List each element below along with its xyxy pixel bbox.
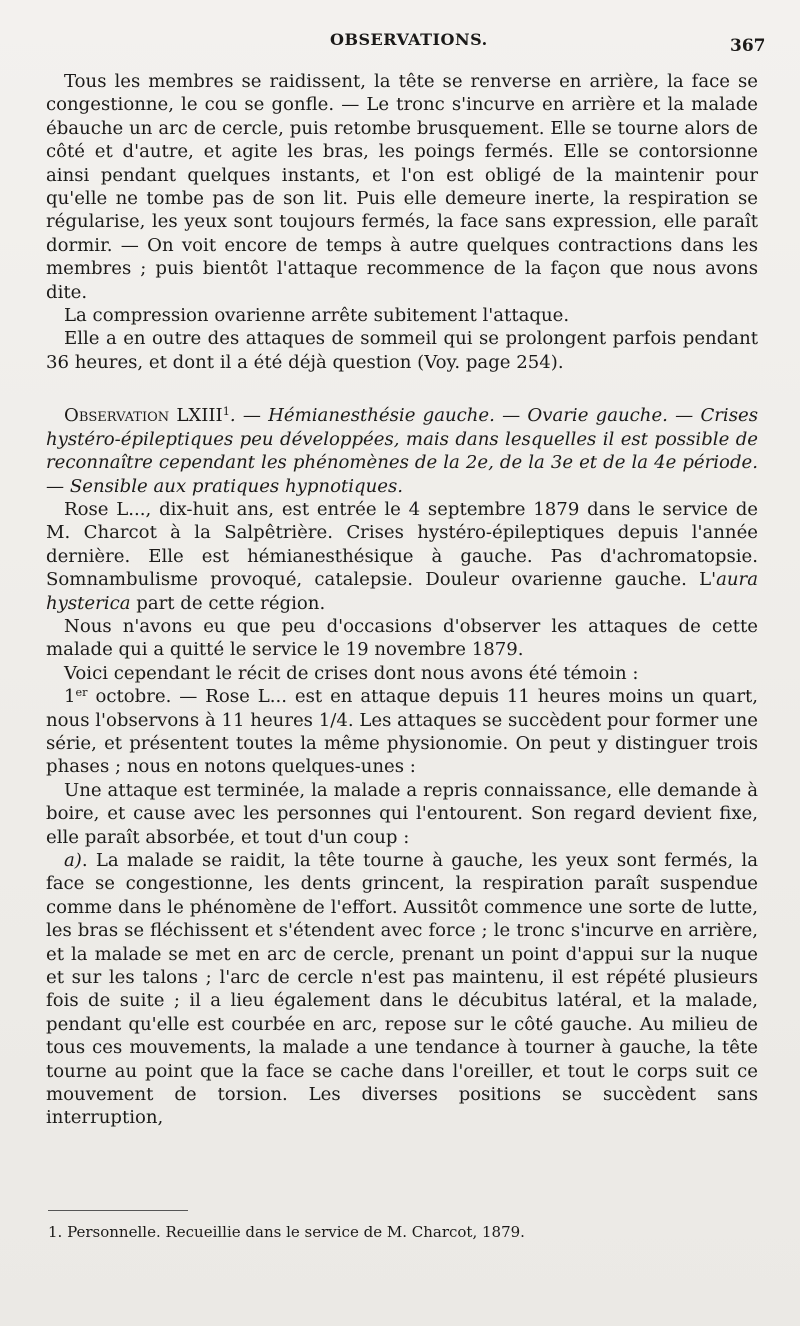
paragraph: La compression ovarienne arrête subitement l'attaque. xyxy=(64,305,570,327)
footnote-number: 1. xyxy=(48,1223,63,1241)
paragraph: Une attaque est terminée, la malade a repris connaissance, elle demande à boire, et cause avec les personnes qui l'entourent. Son regard devient fixe, elle paraît absorbée, et tout d'un coup : xyxy=(46,779,758,848)
page-header xyxy=(0,30,800,56)
paragraph xyxy=(46,849,758,1130)
observation-title: . — Hémianesthésie gauche. — Ovarie gauche. — Crises hystéro-épileptiques peu développées, mais dans lesquelles il est possible de reconnaître cependant les phénomènes de la 2e, de la 3e et de la 4e période. — Sensible aux pratiques hypnotiques. xyxy=(46,405,758,497)
paragraph: Elle a en outre des attaques de sommeil qui se prolongent parfois pendant 36 heures, et dont il a été déjà question (Voy. page 254). xyxy=(46,328,758,373)
footnote xyxy=(48,1222,748,1242)
paragraph-text: . La malade se raidit, la tête tourne à gauche, les yeux sont fermés, la face se congestionne, les dents grincent, la respiration paraît suspendue comme dans le phénomène de l'effort. Aussitôt commence une sorte de lutte, les bras se fléchissent et s'étendent avec force ; le tronc s'incurve en arrière, et la malade se met en arc de cercle, prenant un point d'appui sur la nuque et sur les talons ; l'arc de cercle n'est pas maintenu, il est répété plusieurs fois de suite ; il a lieu également dans le décubitus latéral, et la malade, pendant qu'elle est courbée en arc, repose sur le côté gauche. Au milieu de tous ces mouvements, la malade a une tendance à tourner à gauche, la tête tourne au point que la face se cache dans l'oreiller, et tout le corps suit ce mouvement de torsion. Les diverses positions se succèdent sans interruption, xyxy=(46,850,758,1129)
paragraph xyxy=(46,498,758,615)
footnote-rule xyxy=(48,1210,188,1211)
paragraph-text: part de cette région. xyxy=(130,592,326,614)
paragraph: Nous n'avons eu que peu d'occasions d'observer les attaques de cette malade qui a quitté le service le 19 novembre 1879. xyxy=(46,615,758,661)
observation-heading xyxy=(46,404,758,498)
running-title: OBSERVATIONS. xyxy=(330,30,488,49)
page-number: 367 xyxy=(730,36,766,56)
paragraph: Voici cependant le récit de crises dont nous avons été témoin : xyxy=(64,662,639,684)
paragraph-italic: aura hysterica xyxy=(46,569,758,614)
paragraph: Tous les membres se raidissent, la tête se renverse en arrière, la face se congestionne, le cou se gonfle. — Le tronc s'incurve en arrière et la malade ébauche un arc de cercle, puis retombe brusquement. Elle se tourne alors de côté et d'autre, et agite les bras, les poings fermés. Elle se contorsionne ainsi pendant quelques instants, et l'on est obligé de la maintenir pour qu'elle ne tombe pas de son lit. Puis elle demeure inerte, la respiration se régularise, les yeux sont toujours fermés, la face sans expression, elle paraît dormir. — On voit encore de temps à autre quelques contractions dans les membres ; puis bientôt l'attaque recommence de la façon que nous avons dite. xyxy=(46,71,758,303)
footnote-text: Personnelle. Recueillie dans le service de M. Charcot, 1879. xyxy=(62,1223,525,1241)
footnote-ref: 1 xyxy=(222,405,230,419)
item-marker: a) xyxy=(64,850,82,871)
date-lead: 1 xyxy=(64,686,76,708)
paragraph-text: Rose L..., dix-huit ans, est entrée le 4 septembre 1879 dans le service de M. Charcot à la Salpêtrière. Crises hystéro-épileptiques depuis l'année dernière. Elle est hémianesthésique à gauche. Pas d'achromatopsie. Somnambulisme provoqué, catalepsie. Douleur ovarienne gauche. L' xyxy=(46,498,758,591)
ordinal-suffix: er xyxy=(75,685,88,699)
paragraph-text: octobre. — Rose L... est en attaque depuis 11 heures moins un quart, nous l'observons à 11 heures 1/4. Les attaques se succèdent pour former une série, et présentent toutes la même physionomie. On peut y distinguer trois phases ; nous en notons quelques-unes : xyxy=(46,686,758,778)
body-text xyxy=(46,70,758,1130)
observation-label: Observation LXIII xyxy=(64,405,223,427)
paragraph xyxy=(46,685,758,779)
